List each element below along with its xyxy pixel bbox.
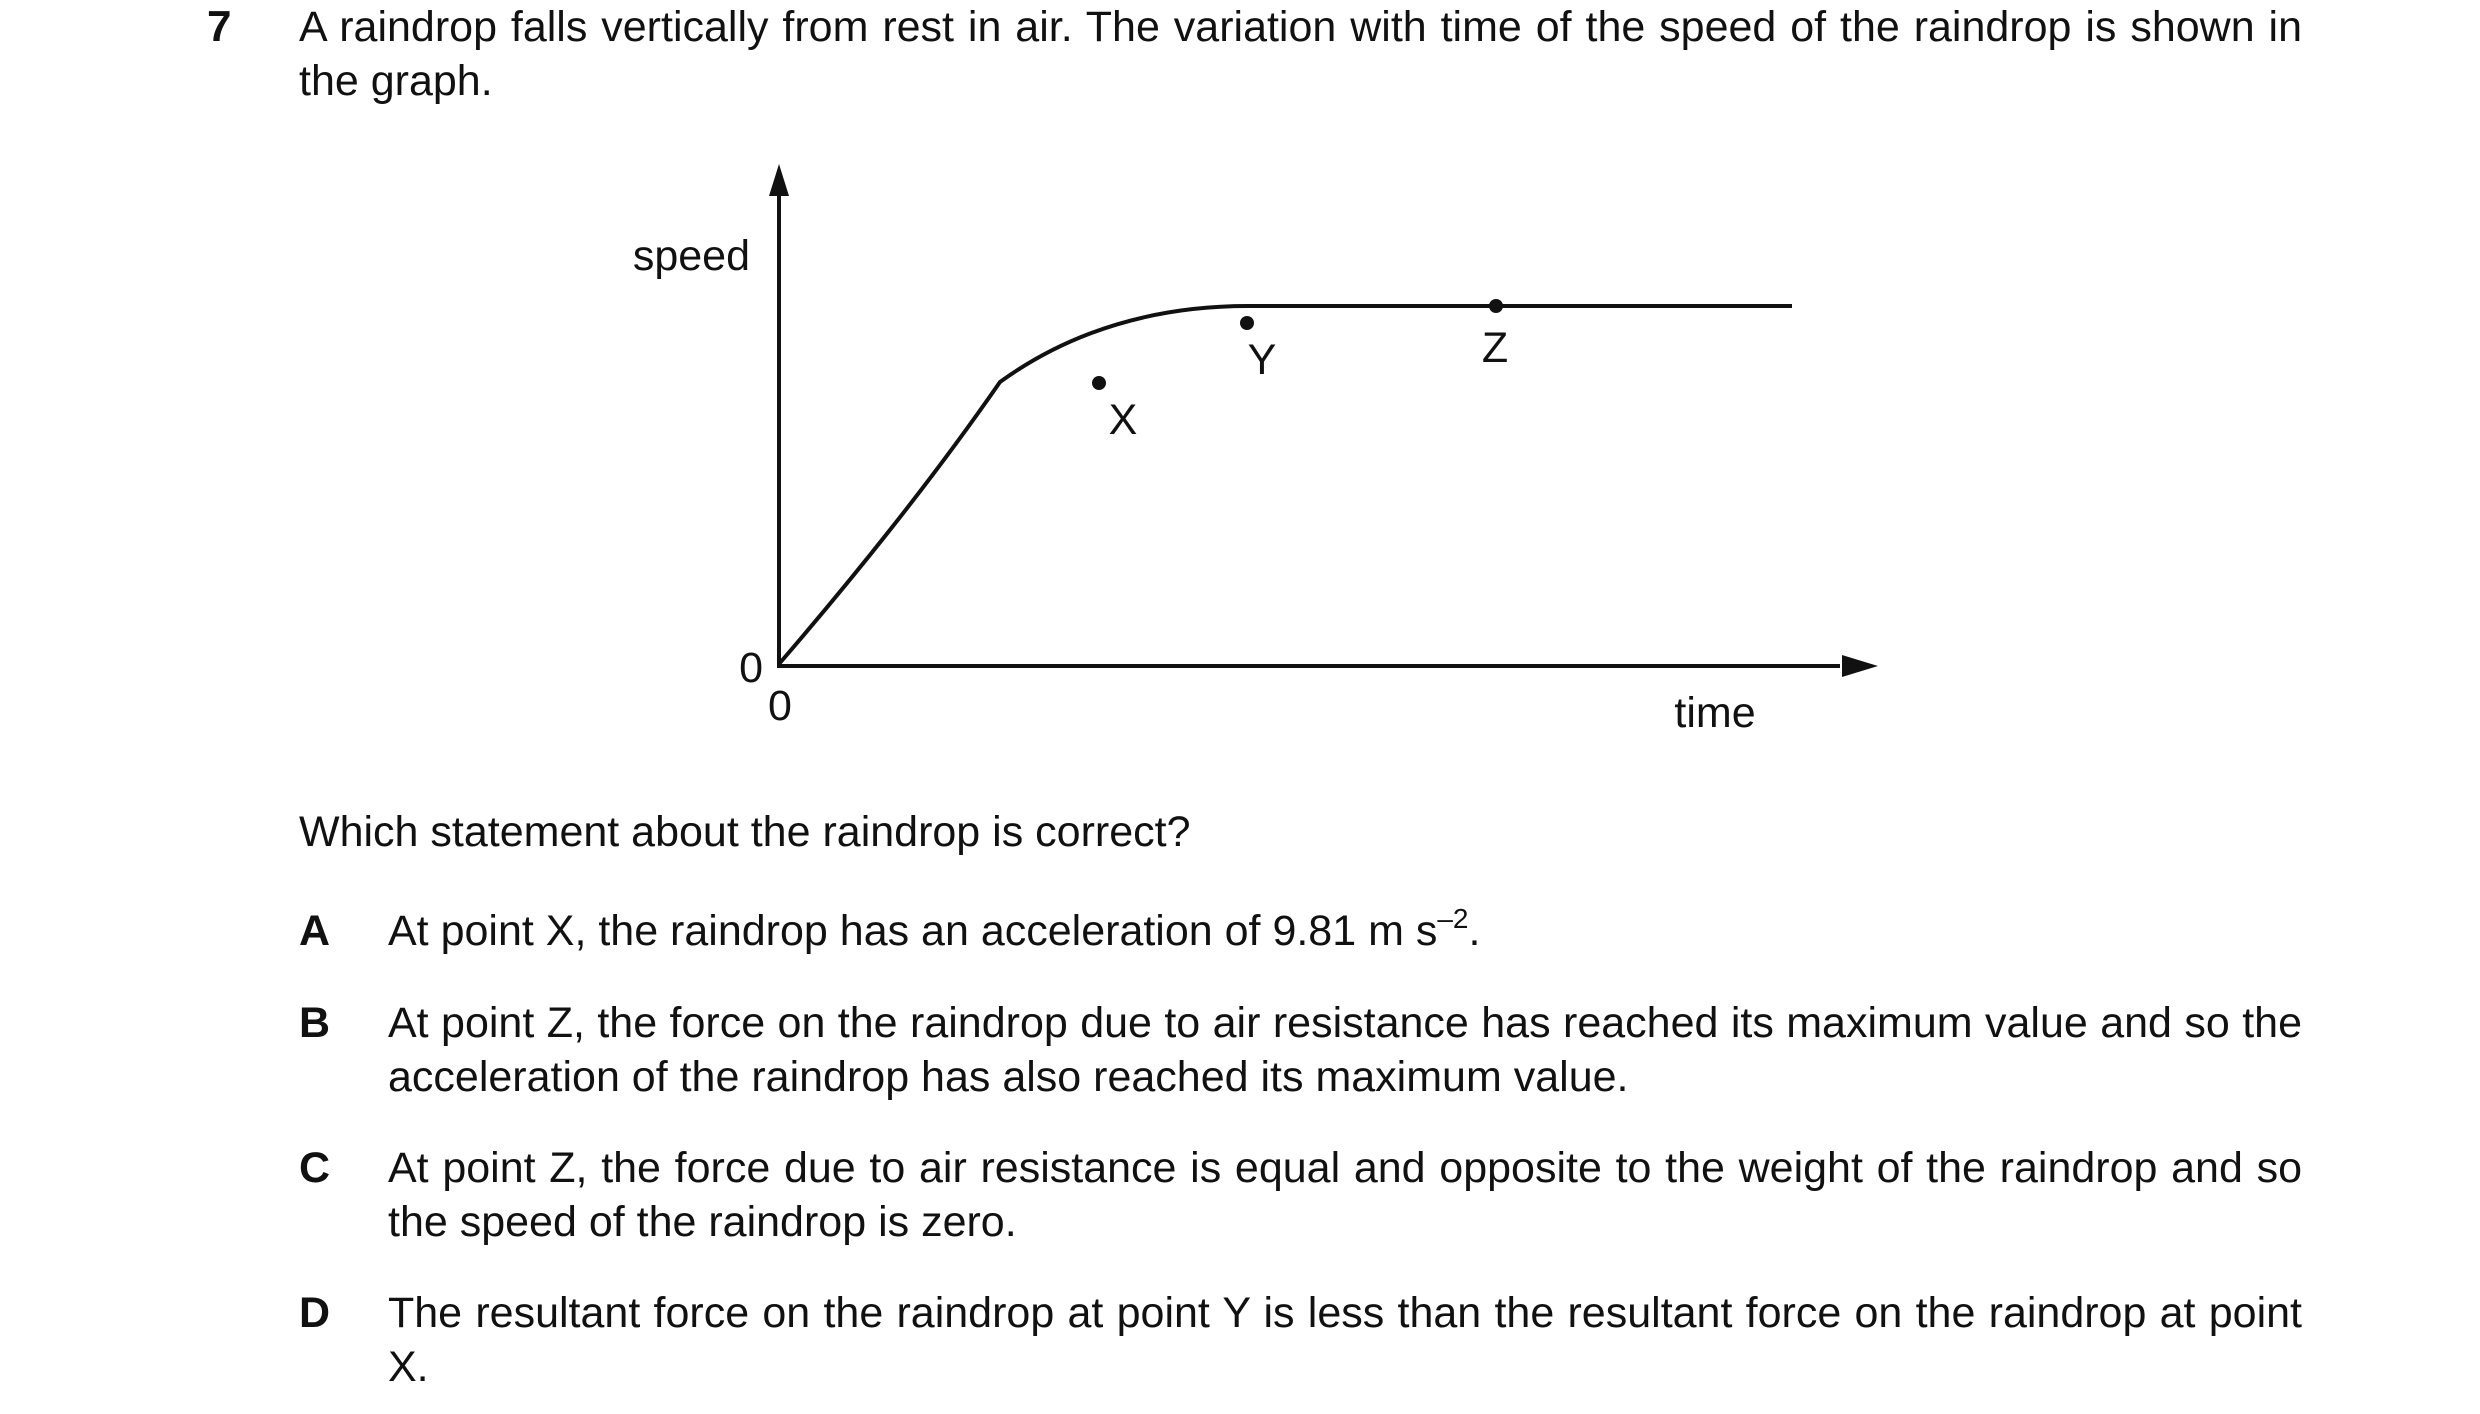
point-z-label: Z [1481,324,1509,372]
option-text: At point Z, the force due to air resistance is equal and opposite to the weight of the raindrop and so the speed of the raindrop is zero. [388,1144,2302,1246]
speed-time-graph [560,140,1920,760]
option-letter: A [299,907,331,955]
x-origin-label: 0 [768,682,792,730]
y-origin-label: 0 [739,644,763,692]
point-x-marker [1092,376,1106,390]
option-text: The resultant force on the raindrop at point Y is less than the resultant force on the raindrop at point X. [388,1289,2302,1391]
option-text: At point X, the raindrop has an acceleration of 9.81 m $s^{-2}$. [388,903,1481,955]
option-letter: D [299,1289,331,1337]
option-letter: B [299,999,331,1047]
option-text: At point Z, the force on the raindrop due to air resistance has reached its maximum value and so the acceleration of the raindrop has also reached its maximum value. [388,999,2302,1101]
point-y-label: Y [1247,336,1277,384]
question-number: 7 [207,2,232,51]
speed-curve [779,306,1792,664]
question-stem: A raindrop falls vertically from rest in air. The variation with time of the speed of the raindrop is shown in the graph. [299,3,2302,105]
option-letter: C [299,1144,331,1192]
question-prompt: Which statement about the raindrop is correct? [299,808,1191,856]
y-axis-arrowhead [769,164,789,196]
point-x-label: X [1108,396,1138,444]
y-axis-label: speed [632,232,750,280]
point-y-marker [1240,316,1254,330]
x-axis-arrowhead [1842,655,1878,677]
exponent: –2 [1437,903,1469,934]
point-z-marker [1489,299,1503,313]
x-axis-label: time [1674,689,1756,737]
